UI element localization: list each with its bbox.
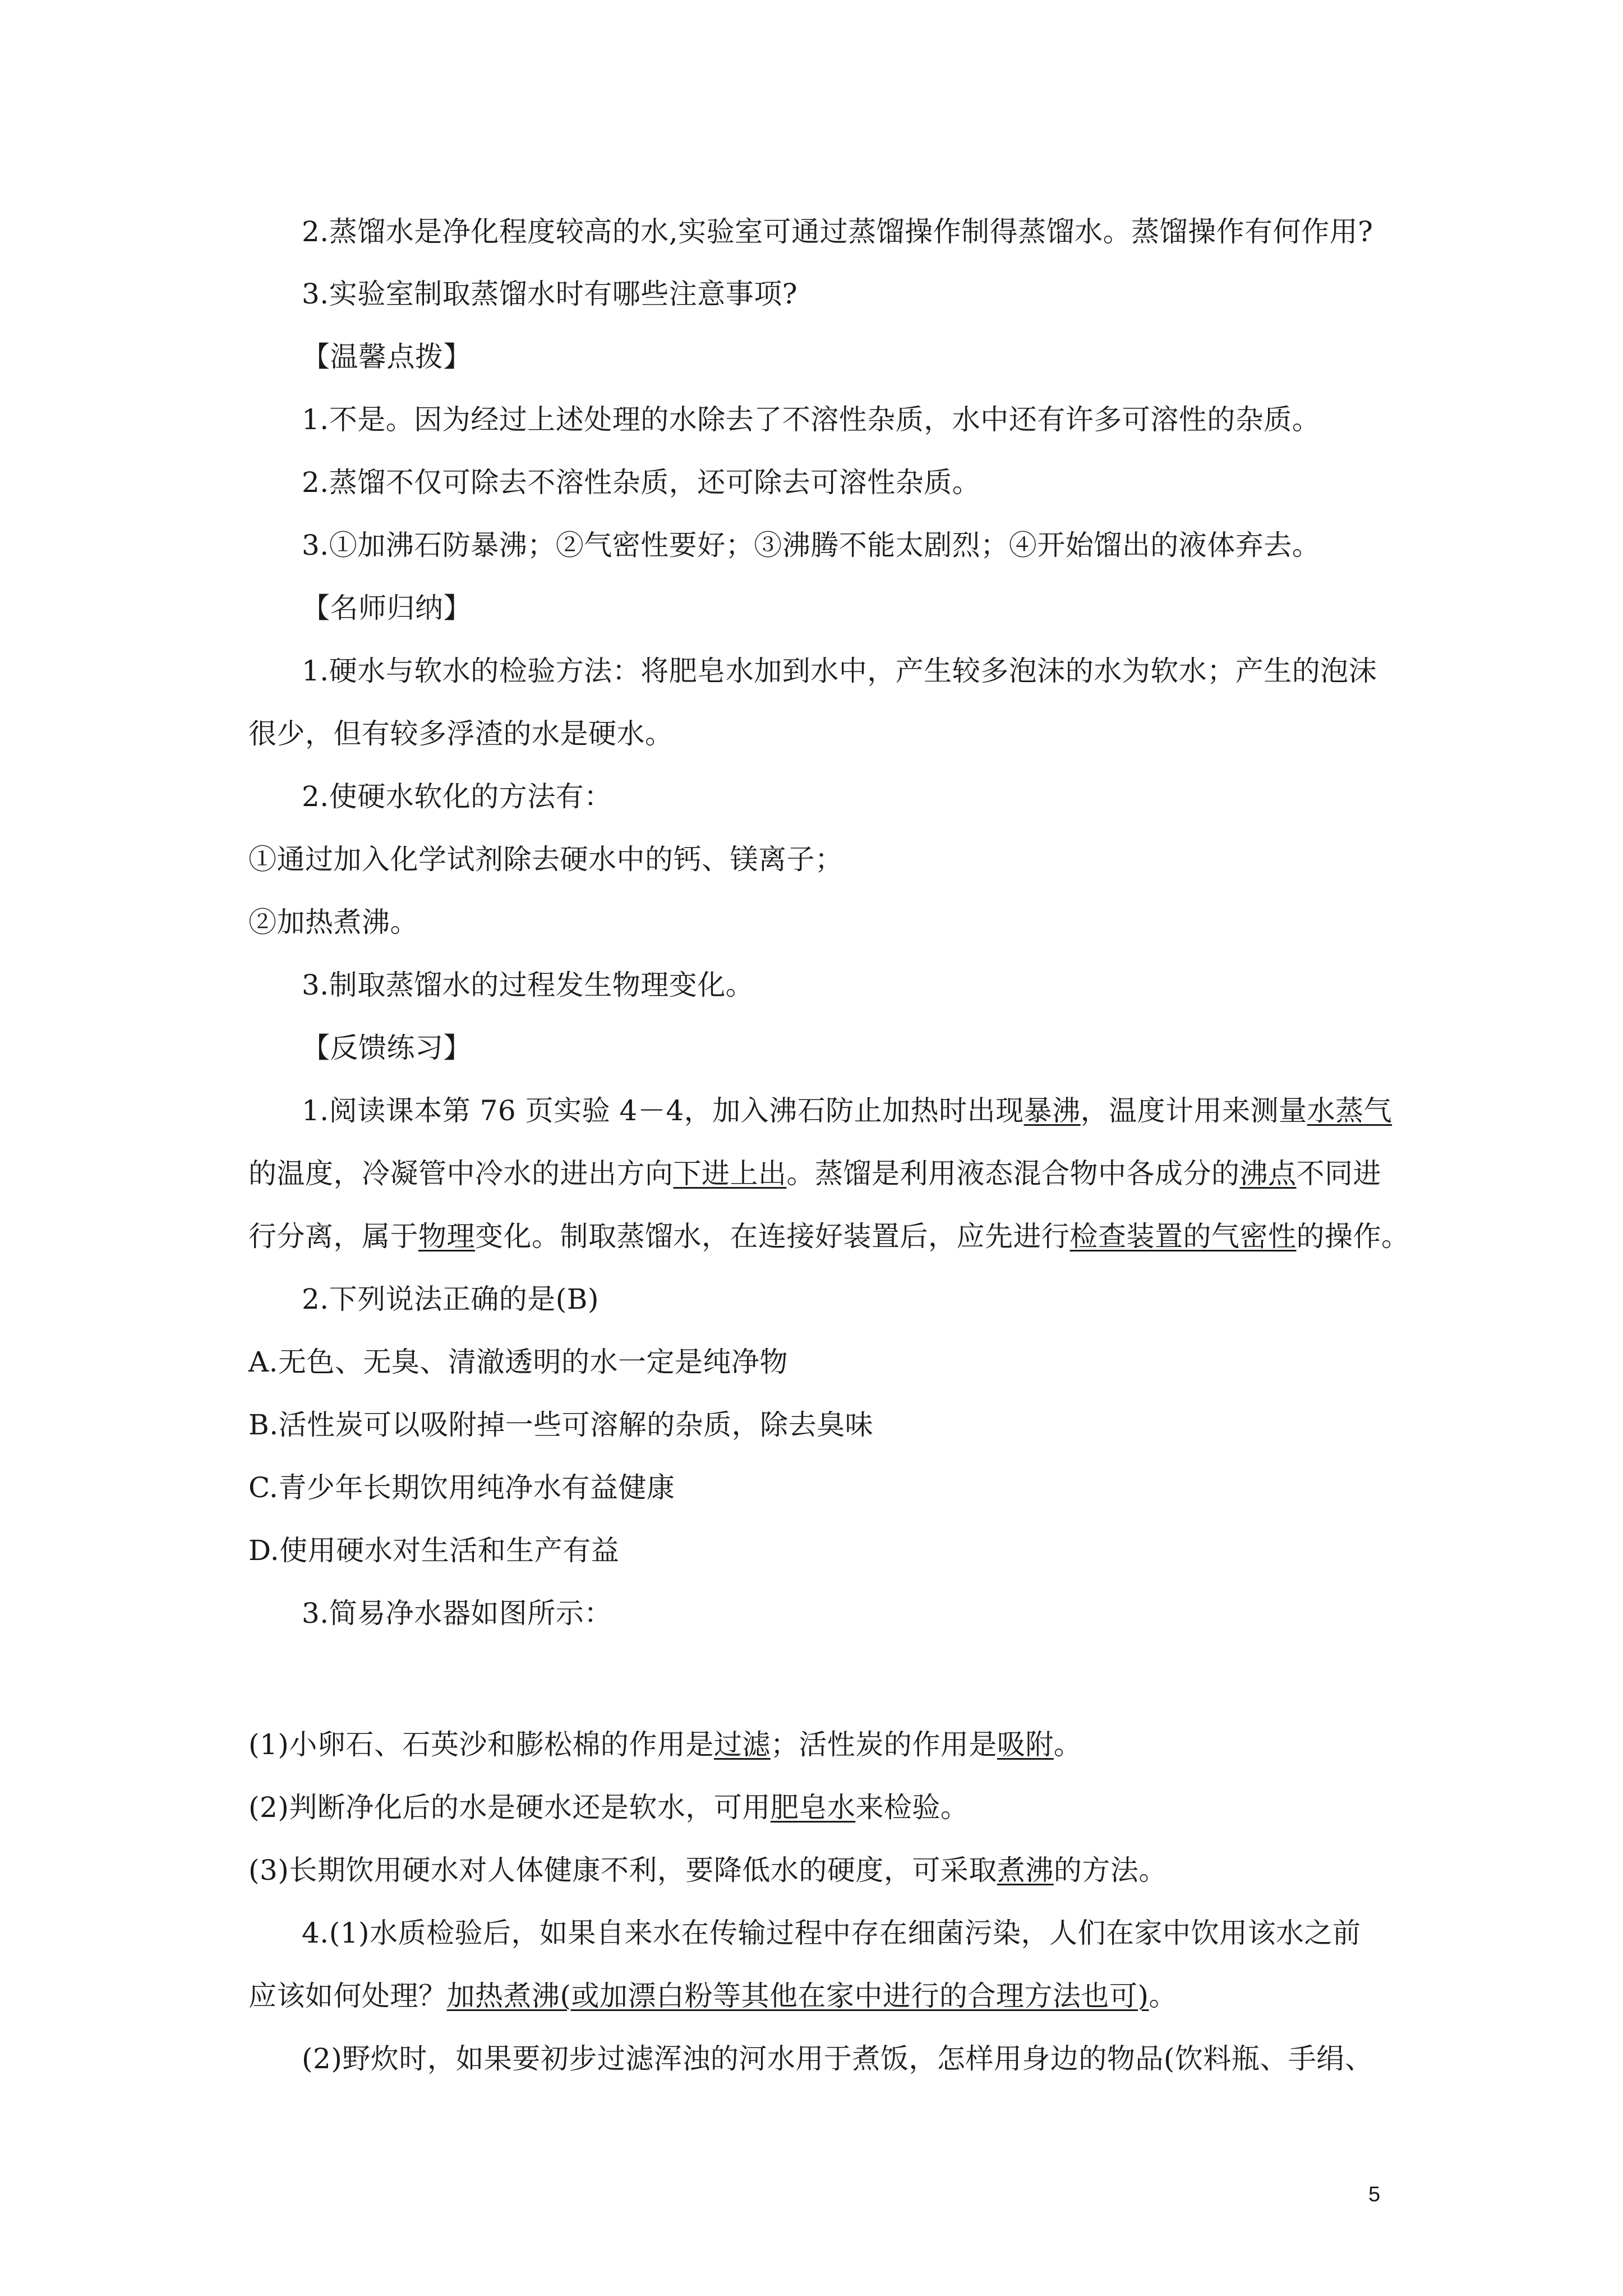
tip-3: 3.①加沸石防暴沸；②气密性要好；③沸腾不能太剧烈；④开始馏出的液体弃去。 — [302, 529, 1321, 562]
answer-blank: 吸附 — [997, 1728, 1054, 1761]
text: 的温度，冷凝管中冷水的进出方向 — [248, 1157, 674, 1190]
summary-1-line-2: 很少，但有较多浮渣的水是硬水。 — [248, 717, 674, 750]
practice-2-option-a: A.无色、无臭、清澈透明的水一定是纯净物 — [248, 1346, 789, 1378]
text: ，温度计用来测量 — [1080, 1094, 1307, 1127]
answer-blank: 肥皂水 — [770, 1791, 856, 1824]
practice-1-line-1 — [302, 1094, 1392, 1128]
practice-4-line-2 — [248, 1979, 1177, 2013]
text: 1.阅读课本第 76 页实验 4－4，加入沸石防止加热时出现 — [302, 1094, 1024, 1127]
answer-blank: 下进上出 — [673, 1157, 787, 1190]
practice-4-line-3: (2)野炊时，如果要初步过滤浑浊的河水用于煮饭，怎样用身边的物品(饮料瓶、手绢、 — [302, 2042, 1373, 2075]
text: 。 — [1149, 1980, 1178, 2012]
text: 。蒸馏是利用液态混合物中各成分的 — [786, 1157, 1240, 1190]
practice-2-option-d: D.使用硬水对生活和生产有益 — [248, 1534, 620, 1567]
answer-blank: 暴沸 — [1023, 1094, 1081, 1127]
text: (3)长期饮用硬水对人体健康不利，要降低水的硬度，可采取 — [248, 1854, 997, 1887]
text: 。 — [1053, 1728, 1082, 1761]
summary-2-item-2: ②加热煮沸。 — [248, 906, 418, 938]
practice-3-sub-2 — [248, 1791, 969, 1824]
text: ；活性炭的作用是 — [770, 1728, 997, 1761]
answer-blank: 煮沸 — [997, 1854, 1054, 1887]
practice-3-sub-1 — [248, 1728, 1082, 1761]
text: 不同进 — [1296, 1157, 1381, 1190]
practice-1-line-2 — [248, 1157, 1381, 1190]
practice-heading: 【反馈练习】 — [302, 1032, 472, 1064]
text: 的操作。 — [1296, 1220, 1410, 1253]
practice-3-stem: 3.简易净水器如图所示： — [302, 1597, 612, 1630]
practice-1-line-3 — [248, 1220, 1410, 1253]
summary-1-line-1: 1.硬水与软水的检验方法：将肥皂水加到水中，产生较多泡沫的水为软水；产生的泡沫 — [302, 655, 1377, 687]
practice-2-option-c: C.青少年长期饮用纯净水有益健康 — [248, 1471, 675, 1504]
practice-2-option-b: B.活性炭可以吸附掉一些可溶解的杂质，除去臭味 — [248, 1409, 874, 1441]
text: (1)小卵石、石英沙和膨松棉的作用是 — [248, 1728, 714, 1761]
text: 行分离，属于 — [248, 1220, 418, 1253]
page-number: 5 — [1368, 2183, 1381, 2206]
text: 应该如何处理？ — [248, 1980, 447, 2012]
summary-heading: 【名师归纳】 — [302, 592, 472, 624]
answer-blank: 过滤 — [713, 1728, 771, 1761]
practice-4-line-1: 4.(1)水质检验后，如果自来水在传输过程中存在细菌污染，人们在家中饮用该水之前 — [302, 1917, 1361, 1949]
answer-blank: 物理 — [418, 1220, 475, 1253]
practice-2-stem: 2.下列说法正确的是(B) — [302, 1283, 599, 1315]
answer-blank: 水蒸气 — [1307, 1094, 1393, 1127]
text: 变化。制取蒸馏水，在连接好装置后，应先进行 — [475, 1220, 1070, 1253]
summary-2: 2.使硬水软化的方法有： — [302, 780, 612, 813]
summary-2-item-1: ①通过加入化学试剂除去硬水中的钙、镁离子； — [248, 843, 843, 876]
answer-blank: 加热煮沸(或加漂白粉等其他在家中进行的合理方法也可) — [446, 1980, 1149, 2012]
answer-blank: 检查装置的气密性 — [1069, 1220, 1297, 1253]
tip-2: 2.蒸馏不仅可除去不溶性杂质，还可除去可溶性杂质。 — [302, 466, 981, 499]
tips-heading: 【温馨点拨】 — [302, 341, 472, 373]
question-3: 3.实验室制取蒸馏水时有哪些注意事项? — [302, 278, 798, 310]
answer-blank: 沸点 — [1239, 1157, 1297, 1190]
text: 来检验。 — [855, 1791, 969, 1824]
question-2: 2.蒸馏水是净化程度较高的水,实验室可通过蒸馏操作制得蒸馏水。蒸馏操作有何作用? — [302, 215, 1373, 248]
text: (2)判断净化后的水是硬水还是软水，可用 — [248, 1791, 771, 1824]
tip-1: 1.不是。因为经过上述处理的水除去了不溶性杂质，水中还有许多可溶性的杂质。 — [302, 403, 1321, 436]
practice-3-sub-3 — [248, 1853, 1167, 1887]
summary-3: 3.制取蒸馏水的过程发生物理变化。 — [302, 969, 754, 1001]
text: 的方法。 — [1053, 1854, 1167, 1887]
